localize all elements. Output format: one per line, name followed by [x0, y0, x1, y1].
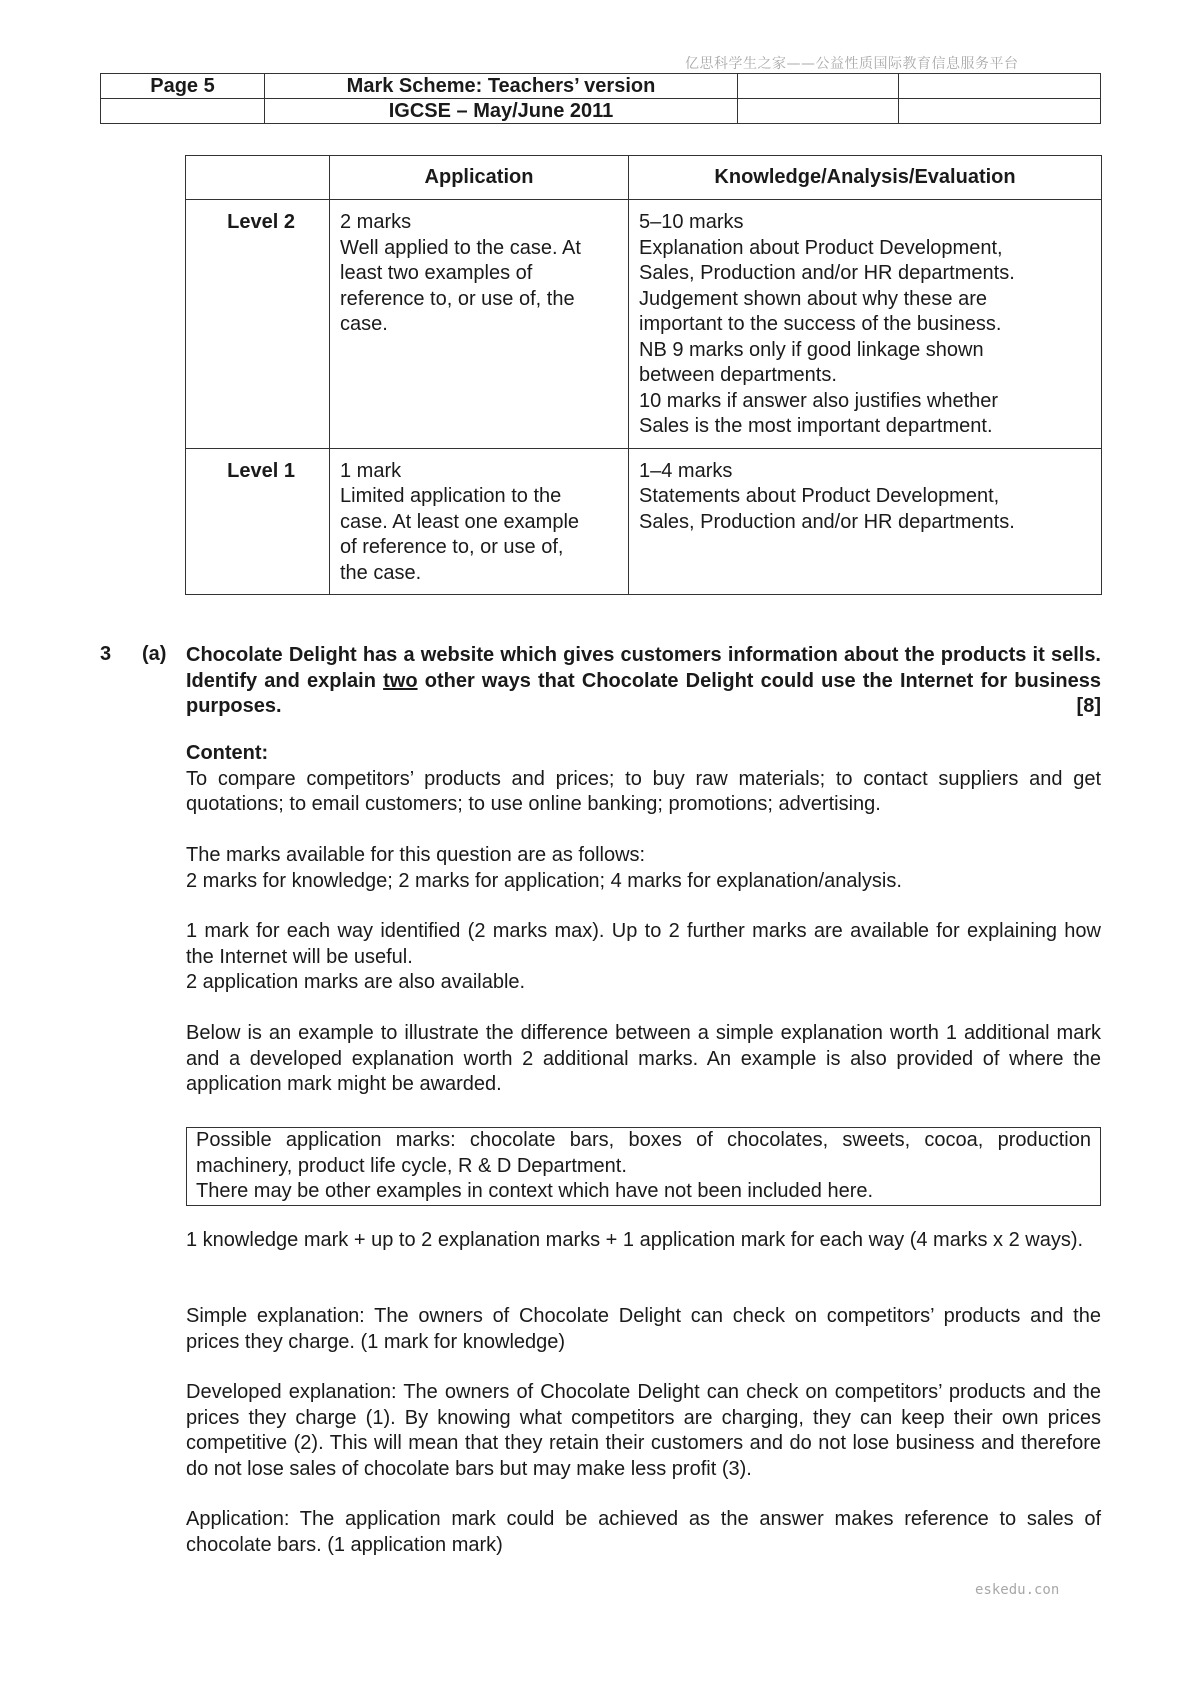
cell-line: Explanation about Product Development,	[639, 236, 1003, 259]
marking-rules	[186, 919, 1101, 996]
header-blank-5	[899, 99, 1101, 124]
application-cell	[330, 448, 629, 595]
table-row	[186, 200, 1102, 449]
header-exam: IGCSE – May/June 2011	[265, 99, 738, 124]
question-text-start: Chocolate Delight has a website which gives customers information about the products it sells. Identify and explain	[186, 644, 1101, 692]
knowledge-cell	[629, 448, 1102, 595]
question-text	[186, 643, 1101, 720]
header-blank-2	[899, 74, 1101, 99]
content-body: To compare competitors’ products and prices; to buy raw materials; to contact suppliers and get quotations; to email customers; to use online banking; promotions; advertising.	[186, 767, 1101, 815]
simple-explanation: Simple explanation: The owners of Chocolate Delight can check on competitors’ products and the prices they charge. (1 mark for knowledge)	[186, 1305, 1101, 1353]
application-box	[186, 1127, 1101, 1206]
knowledge-cell	[629, 200, 1102, 449]
cell-line: 10 marks if answer also justifies whether	[639, 389, 999, 412]
table-row	[186, 448, 1102, 595]
cell-line: Judgement shown about why these are	[639, 287, 987, 310]
cell-line: of reference to, or use of,	[340, 536, 564, 558]
cell-line: case.	[340, 313, 388, 335]
level-label: Level 1	[186, 448, 330, 595]
cell-line: between departments.	[639, 364, 837, 386]
cell-line: 2 marks	[340, 211, 412, 233]
marking-rule: 2 application marks are also available.	[186, 971, 526, 993]
cell-line: NB 9 marks only if good linkage shown	[639, 338, 984, 361]
cell-line: reference to, or use of, the	[340, 287, 575, 310]
levels-table	[185, 155, 1102, 595]
table-header-knowledge: Knowledge/Analysis/Evaluation	[629, 156, 1102, 200]
table-header-application: Application	[330, 156, 629, 200]
cell-line: Sales, Production and/or HR departments.	[639, 510, 1015, 533]
cell-line: Well applied to the case. At	[340, 236, 581, 259]
question-text-underlined: two	[383, 669, 418, 692]
cell-line: important to the success of the business.	[639, 313, 1002, 335]
marking-rule: 1 mark for each way identified (2 marks max). Up to 2 further marks are available for explaining how the Internet will be useful.	[186, 920, 1101, 968]
developed-explanation: Developed explanation: The owners of Chocolate Delight can check on competitors’ products and the prices they charge (1). By knowing what competitors are charging, they can keep their own prices competitive (2). This will mean that they retain their customers and do not lose business and therefore do not lose sales of chocolate bars but may make less profit (3).	[186, 1381, 1101, 1480]
question-marks: [8]	[1076, 695, 1101, 717]
cell-line: 1 mark	[340, 459, 402, 482]
marks-available	[186, 843, 1101, 894]
header-title: Mark Scheme: Teachers’ version	[265, 74, 738, 99]
cell-line: the case.	[340, 561, 422, 584]
question-text-end: other ways that Chocolate Delight could use the Internet for business purposes.	[186, 669, 1101, 717]
question-part: (a)	[142, 643, 167, 665]
content-heading: Content:	[186, 742, 269, 764]
marks-available-line: The marks available for this question are as follows:	[186, 844, 646, 866]
header-blank-1	[738, 74, 899, 99]
cell-line: Limited application to the	[340, 485, 562, 507]
marks-available-line: 2 marks for knowledge; 2 marks for application; 4 marks for explanation/analysis.	[186, 869, 902, 892]
page-header	[100, 73, 1101, 124]
cell-line: least two examples of	[340, 262, 533, 284]
application-note: Application: The application mark could be achieved as the answer makes reference to sales of chocolate bars. (1 application mark)	[186, 1508, 1101, 1556]
example-intro: Below is an example to illustrate the difference between a simple explanation worth 1 additional mark and a developed explanation worth 2 additional marks. An example is also provided of where the application mark might be awarded.	[186, 1022, 1101, 1095]
cell-line: Sales is the most important department.	[639, 415, 993, 437]
content-block	[186, 741, 1101, 818]
application-box-text: Possible application marks: chocolate bars, boxes of chocolates, sweets, cocoa, production machinery, product life cycle, R & D Department.	[196, 1129, 1091, 1177]
per-way-note: 1 knowledge mark + up to 2 explanation marks + 1 application mark for each way (4 marks x 2 ways).	[186, 1229, 1084, 1251]
cell-line: Sales, Production and/or HR departments.	[639, 262, 1015, 284]
header-blank-4	[738, 99, 899, 124]
cell-line: case. At least one example	[340, 510, 580, 533]
application-cell	[330, 200, 629, 449]
cell-line: 5–10 marks	[639, 211, 744, 233]
table-header-empty	[186, 156, 330, 200]
application-box-note: There may be other examples in context which have not been included here.	[196, 1180, 874, 1202]
cell-line: 1–4 marks	[639, 459, 733, 482]
page-number: Page 5	[101, 74, 265, 99]
question-number: 3	[100, 643, 112, 665]
cell-line: Statements about Product Development,	[639, 485, 1000, 507]
watermark-top: 亿思科学生之家——公益性质国际教育信息服务平台	[685, 56, 1019, 72]
header-blank-3	[101, 99, 265, 124]
level-label: Level 2	[186, 200, 330, 449]
watermark-bottom: eskedu.con	[975, 1582, 1060, 1598]
